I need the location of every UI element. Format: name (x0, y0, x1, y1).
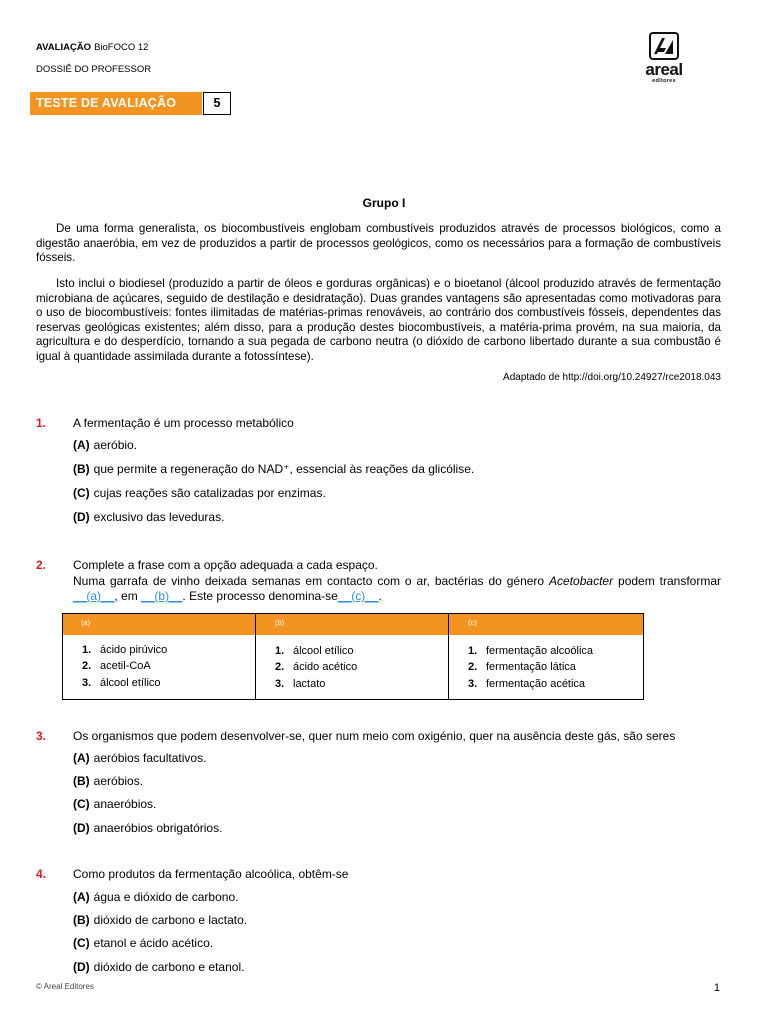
logo-word: areal (645, 60, 683, 79)
header-brand (36, 42, 148, 53)
sentence-part: Numa garrafa de vinho deixada semanas em contacto com o ar, bactérias do género (73, 574, 550, 588)
option-letter: (D) (73, 821, 90, 835)
option-text: anaeróbios obrigatórios. (93, 821, 223, 835)
item-number: 2. (275, 661, 285, 673)
header-b: (b) (275, 618, 285, 627)
page-number: 1 (713, 982, 720, 994)
option-a[interactable] (73, 890, 238, 904)
col-a-item-3[interactable] (82, 677, 161, 689)
intro-paragraph-1: De uma forma generalista, os biocombustíveis englobam combustíveis produzidos através de processos biológicos, como a digestão anaeróbia, em vez de produzidos a partir de processos geológicos, como os necessários para a formação de combustíveis fósseis. (36, 222, 721, 265)
genus-name: Acetobacter (549, 574, 614, 588)
col-b-item-2[interactable] (275, 661, 357, 673)
option-letter: (C) (73, 486, 90, 500)
option-letter: (B) (73, 462, 90, 476)
areal-logo-icon (649, 32, 679, 60)
option-letter: (A) (73, 438, 90, 452)
column-divider (448, 614, 449, 699)
options-table (62, 613, 644, 700)
sentence-part: . (378, 589, 382, 603)
option-text: anaeróbios. (93, 797, 157, 811)
option-a[interactable] (73, 438, 137, 452)
item-text: lactato (293, 678, 326, 690)
blank-a[interactable]: __(a)__ (73, 589, 115, 603)
table-header (63, 614, 643, 635)
option-letter: (B) (73, 774, 90, 788)
option-b[interactable] (73, 462, 474, 476)
item-text: fermentação lática (486, 661, 576, 673)
item-text: fermentação alcoólica (486, 645, 594, 657)
item-number: 1. (275, 645, 285, 657)
publisher-logo (634, 32, 694, 88)
option-letter: (A) (73, 751, 90, 765)
col-b-item-3[interactable] (275, 678, 325, 690)
header-c: (c) (468, 618, 477, 627)
question-sentence (73, 574, 721, 604)
option-text: água e dióxido de carbono. (93, 890, 239, 904)
option-text: etanol e ácido acético. (93, 936, 214, 950)
option-d[interactable] (73, 960, 244, 974)
question-text: Como produtos da fermentação alcoólica, obtêm-se (73, 867, 349, 881)
item-number: 3. (82, 677, 92, 689)
option-letter: (D) (73, 960, 90, 974)
option-c[interactable] (73, 486, 326, 500)
item-number: 1. (82, 644, 92, 656)
column-divider (255, 614, 256, 699)
item-text: álcool etílico (293, 645, 354, 657)
item-number: 3. (468, 678, 478, 690)
option-letter: (D) (73, 510, 90, 524)
option-letter: (C) (73, 797, 90, 811)
col-c-item-2[interactable] (468, 661, 576, 673)
intro-paragraph-2: Isto inclui o biodiesel (produzido a partir de óleos e gorduras orgânicas) e o bioetanol (álcool produzido através de fermentação microbiana de açúcares, seguido de destilação e desidratação). Duas grandes vantagens são apresentadas como motivadoras para o uso de biocombustíveis: fontes ilimitadas de matérias-primas renováveis, ao contrário dos combustíveis fósseis, dependentes das reservas geológicas existentes; além disso, para a produção destes biocombustíveis, a matéria-prima provém, na sua maioria, da agricultura e do desperdício, tornando a sua pegada de carbono neutra (o dióxido de carbono libertado durante a sua combustão é igual à quantidade assimilada durante a fotossíntese). (36, 277, 721, 363)
option-d[interactable] (73, 510, 224, 524)
option-letter: (B) (73, 913, 90, 927)
question-number: 1. (36, 416, 47, 430)
copyright: © Areal Editores (36, 982, 94, 991)
item-number: 3. (275, 678, 285, 690)
col-b-item-1[interactable] (275, 645, 354, 657)
item-text: álcool etílico (100, 677, 161, 689)
col-c-item-3[interactable] (468, 678, 585, 690)
option-text: cujas reações são catalizadas por enzimas. (93, 486, 326, 500)
col-a-item-2[interactable] (82, 660, 151, 672)
option-text: aeróbio. (93, 438, 138, 452)
item-text: ácido acético (293, 661, 358, 673)
col-a-item-1[interactable] (82, 644, 167, 656)
question-number: 2. (36, 558, 47, 572)
dossier-label: DOSSIÊ DO PROFESSOR (36, 64, 152, 75)
question-number: 4. (36, 867, 47, 881)
col-c-item-1[interactable] (468, 645, 593, 657)
option-text: exclusivo das leveduras. (93, 510, 225, 524)
group-title: Grupo I (362, 196, 406, 210)
option-c[interactable] (73, 797, 156, 811)
item-number: 1. (468, 645, 478, 657)
brand-label: AVALIAÇÃO (36, 42, 92, 53)
product-label: BioFOCO 12 (94, 42, 149, 53)
header-a: (a) (81, 618, 91, 627)
sentence-part: podem transformar (613, 574, 721, 588)
blank-b[interactable]: __(b)__ (141, 589, 183, 603)
option-text: dióxido de carbono e lactato. (93, 913, 248, 927)
sentence-part: . Este processo denomina-se (182, 589, 338, 603)
source-citation: Adaptado de http://doi.org/10.24927/rce2018.043 (503, 372, 721, 383)
option-text: dióxido de carbono e etanol. (93, 960, 245, 974)
item-text: acetil-CoA (100, 660, 151, 672)
item-text: fermentação acética (486, 678, 586, 690)
areal-logo-glyph (651, 34, 676, 57)
question-text: A fermentação é um processo metabólico (73, 416, 294, 430)
item-number: 2. (468, 661, 478, 673)
option-letter: (A) (73, 890, 90, 904)
item-number: 2. (82, 660, 92, 672)
question-number: 3. (36, 729, 47, 743)
option-text: aeróbios facultativos. (93, 751, 207, 765)
option-b[interactable] (73, 913, 247, 927)
item-text: ácido pirúvico (100, 644, 168, 656)
option-b[interactable] (73, 774, 143, 788)
sentence-part: , em (114, 589, 142, 603)
test-number: 5 (203, 92, 231, 115)
logo-sub: editores (652, 78, 676, 84)
question-text: Complete a frase com a opção adequada a cada espaço. (73, 558, 378, 572)
test-label: TESTE DE AVALIAÇÃO (30, 92, 202, 115)
option-d[interactable] (73, 821, 222, 835)
option-c[interactable] (73, 936, 213, 950)
question-text: Os organismos que podem desenvolver-se, quer num meio com oxigénio, quer na ausência deste gás, são seres (73, 729, 676, 743)
blank-c[interactable]: __(c)__ (337, 589, 379, 603)
option-a[interactable] (73, 751, 206, 765)
option-text: aeróbios. (93, 774, 144, 788)
option-text: que permite a regeneração do NAD⁺, essencial às reações da glicólise. (93, 462, 475, 476)
option-letter: (C) (73, 936, 90, 950)
